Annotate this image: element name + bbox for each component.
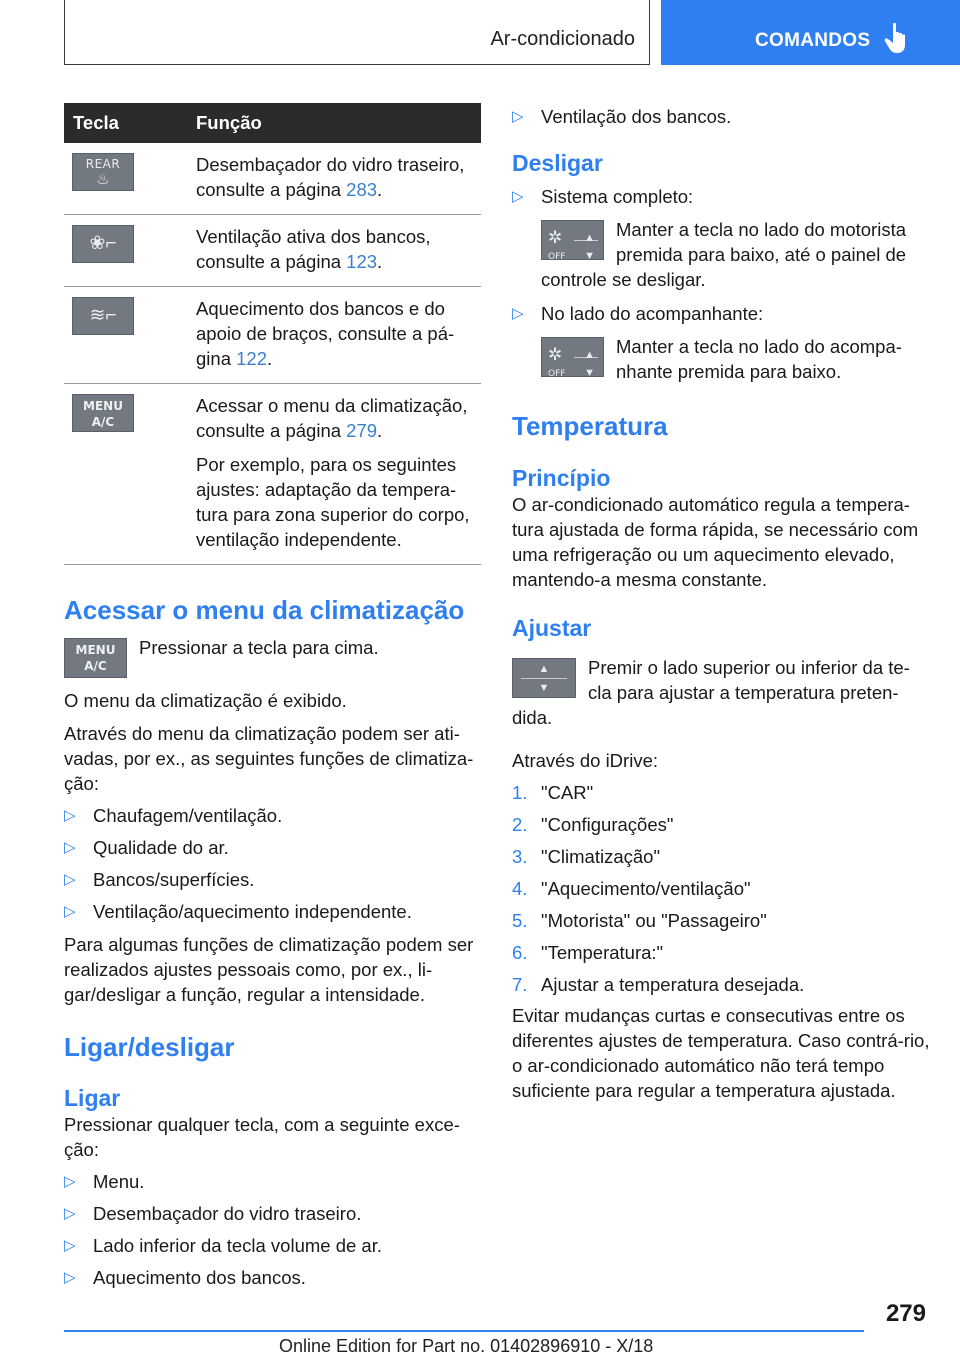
list-item: 4. "Aquecimento/ventilação" <box>512 878 751 899</box>
right-column <box>512 103 932 1103</box>
key-function-table <box>64 103 481 565</box>
triangle-bullet-icon: ▷ <box>64 871 76 888</box>
table-row <box>64 287 481 384</box>
fan-icon: ✲ <box>548 345 563 364</box>
fan-off-key: ✲ OFF ▲ ▼ <box>541 220 604 260</box>
table-row <box>64 215 481 287</box>
closing-text: Evitar mudanças curtas e consecutivas entre os diferentes ajustes de temperatura. Caso contrá-rio, o ar-condicionado automático não terá tempo suficiente para regular a temperatura ajustada. <box>512 1005 930 1101</box>
arrow-down-icon: ▼ <box>538 682 550 694</box>
adjust-subtitle: Ajustar <box>512 615 592 641</box>
triangle-bullet-icon: ▷ <box>64 839 76 856</box>
list-item: ▷ Ventilação dos bancos. <box>512 106 732 127</box>
list-item: 3. "Climatização" <box>512 846 661 867</box>
triangle-bullet-icon: ▷ <box>64 1269 76 1286</box>
triangle-bullet-icon: ▷ <box>64 903 76 920</box>
seat-heating-icon: ≋⌐ <box>89 305 117 326</box>
footer-edition: Online Edition for Part no. 01402896910 - X/18 <box>279 1336 654 1356</box>
menu-ac-key: MENU A/C <box>64 638 127 678</box>
list-item: ▷ Bancos/superfícies. <box>64 869 255 890</box>
page-link[interactable]: 122 <box>236 348 267 369</box>
menu-key-line <box>64 635 481 678</box>
seat-ventilation-icon: ❀⌐ <box>89 233 117 254</box>
seat-ventilation-key <box>72 225 134 263</box>
table-row-text: Acessar o menu da climatização, consulte a página 279. <box>196 395 468 441</box>
table-header-key: Tecla <box>64 103 185 143</box>
footer-divider <box>64 1330 864 1332</box>
rear-defrost-icon: ♨ <box>96 171 110 188</box>
list-item: ▷ Lado inferior da tecla volume de ar. <box>64 1235 382 1256</box>
arrow-down-icon: ▼ <box>584 250 595 262</box>
page-link[interactable]: 279 <box>346 420 378 441</box>
menu-p2: Através do menu da climatização podem ser ati-vadas, por ex., as seguintes funções de climatiza-ção: <box>64 723 474 794</box>
menu-function-list <box>64 803 481 924</box>
list-item: 1. "CAR" <box>512 782 594 803</box>
principle-subtitle: Princípio <box>512 465 611 491</box>
list-item: 5. "Motorista" ou "Passageiro" <box>512 910 767 931</box>
idrive-text: Através do iDrive: <box>512 750 658 771</box>
on-text: Pressionar qualquer tecla, com a seguinte exce-ção: <box>64 1114 460 1160</box>
on-exception-list-cont <box>512 104 932 129</box>
off-item-2-text: Manter a tecla no lado do acompa-nhante premida para baixo. <box>616 336 902 382</box>
list-item: 7. Ajustar a temperatura desejada. <box>512 974 805 995</box>
triangle-bullet-icon: ▷ <box>64 1205 76 1222</box>
menu-p1: O menu da climatização é exibido. <box>64 690 347 711</box>
on-exception-list <box>64 1169 481 1290</box>
menu-key-text: Pressionar a tecla para cima. <box>139 637 379 658</box>
page-link[interactable]: 123 <box>346 251 378 272</box>
rear-defrost-key: REAR ♨ <box>72 153 134 191</box>
arrow-up-icon: ▲ <box>584 349 595 361</box>
list-item: ▷ No lado do acompanhante: ✲ OFF ▲ ▼ Manter a tecla no lado do acompa-nhante premida para baixo. <box>512 301 932 384</box>
principle-text: O ar-condicionado automático regula a tempera-tura ajustada de forma rápida, se necessário com uma refrigeração ou um aquecimento elevado, mantendo-a mesma constante. <box>512 494 919 590</box>
off-subtitle: Desligar <box>512 150 603 176</box>
list-item: 6. "Temperatura:" <box>512 942 664 963</box>
on-subtitle: Ligar <box>64 1085 121 1111</box>
onoff-section-title: Ligar/desligar <box>64 1032 235 1062</box>
triangle-bullet-icon: ▷ <box>64 1237 76 1254</box>
page-number: 279 <box>885 1300 926 1327</box>
adjust-key-line <box>512 655 932 730</box>
fan-icon: ✲ <box>548 228 563 247</box>
section-title: Ar-condicionado <box>490 28 635 50</box>
hand-pointer-icon <box>884 22 910 56</box>
left-column <box>64 103 481 1290</box>
idrive-steps <box>512 780 932 997</box>
temp-section-title: Temperatura <box>512 411 668 441</box>
table-row-text: Desembaçador do vidro traseiro, consulte a página 283. <box>196 154 465 200</box>
triangle-bullet-icon: ▷ <box>64 807 76 824</box>
triangle-bullet-icon: ▷ <box>512 305 524 322</box>
list-item: ▷ Chaufagem/ventilação. <box>64 805 283 826</box>
list-item: ▷ Desembaçador do vidro traseiro. <box>64 1203 362 1224</box>
arrow-up-icon: ▲ <box>538 663 550 675</box>
list-item: ▷ Sistema completo: ✲ OFF ▲ ▼ Manter a tecla no lado do motorista premida para baixo, até o painel de controle se desligar. <box>512 184 932 292</box>
list-item: 2. "Configurações" <box>512 814 674 835</box>
seat-heating-key <box>72 297 134 335</box>
table-header-function: Função <box>185 103 481 143</box>
menu-section-title: Acessar o menu da climatização <box>64 595 465 625</box>
fan-off-key: ✲ OFF ▲ ▼ <box>541 337 604 377</box>
triangle-bullet-icon: ▷ <box>512 188 524 205</box>
table-row-text: Ventilação ativa dos bancos, consulte a página 123. <box>196 226 431 272</box>
triangle-bullet-icon: ▷ <box>64 1173 76 1190</box>
arrow-up-icon: ▲ <box>584 232 595 244</box>
table-row-text: Aquecimento dos bancos e do apoio de braços, consulte a pá-gina 122. <box>196 298 455 369</box>
chapter-tab <box>661 0 960 65</box>
arrow-down-icon: ▼ <box>584 367 595 379</box>
table-row <box>64 384 481 565</box>
menu-p3: Para algumas funções de climatização podem ser realizados ajustes pessoais como, por ex., li-gar/desligar a função, regular a intensidade. <box>64 934 474 1005</box>
temperature-key <box>512 658 576 698</box>
table-header-row <box>64 103 481 143</box>
off-list <box>512 184 932 384</box>
section-tab <box>64 0 650 65</box>
table-row <box>64 143 481 215</box>
list-item: ▷ Ventilação/aquecimento independente. <box>64 901 412 922</box>
adjust-text: Premir o lado superior ou inferior da te-cla para ajustar a temperatura preten-dida. <box>512 657 910 728</box>
page-link[interactable]: 283 <box>346 179 378 200</box>
list-item: ▷ Qualidade do ar. <box>64 837 229 858</box>
chapter-title: COMANDOS <box>755 30 871 51</box>
table-row-extra: Por exemplo, para os seguintes ajustes: adaptação da tempera-tura para zona superior do corpo, ventilação independente. <box>196 454 470 550</box>
list-item: ▷ Menu. <box>64 1171 145 1192</box>
off-item-1-text: Manter a tecla no lado do motorista premida para baixo, até o painel de controle se desligar. <box>541 219 907 290</box>
triangle-bullet-icon: ▷ <box>512 108 524 125</box>
menu-ac-key: MENU A/C <box>72 394 134 432</box>
list-item: ▷ Aquecimento dos bancos. <box>64 1267 306 1288</box>
